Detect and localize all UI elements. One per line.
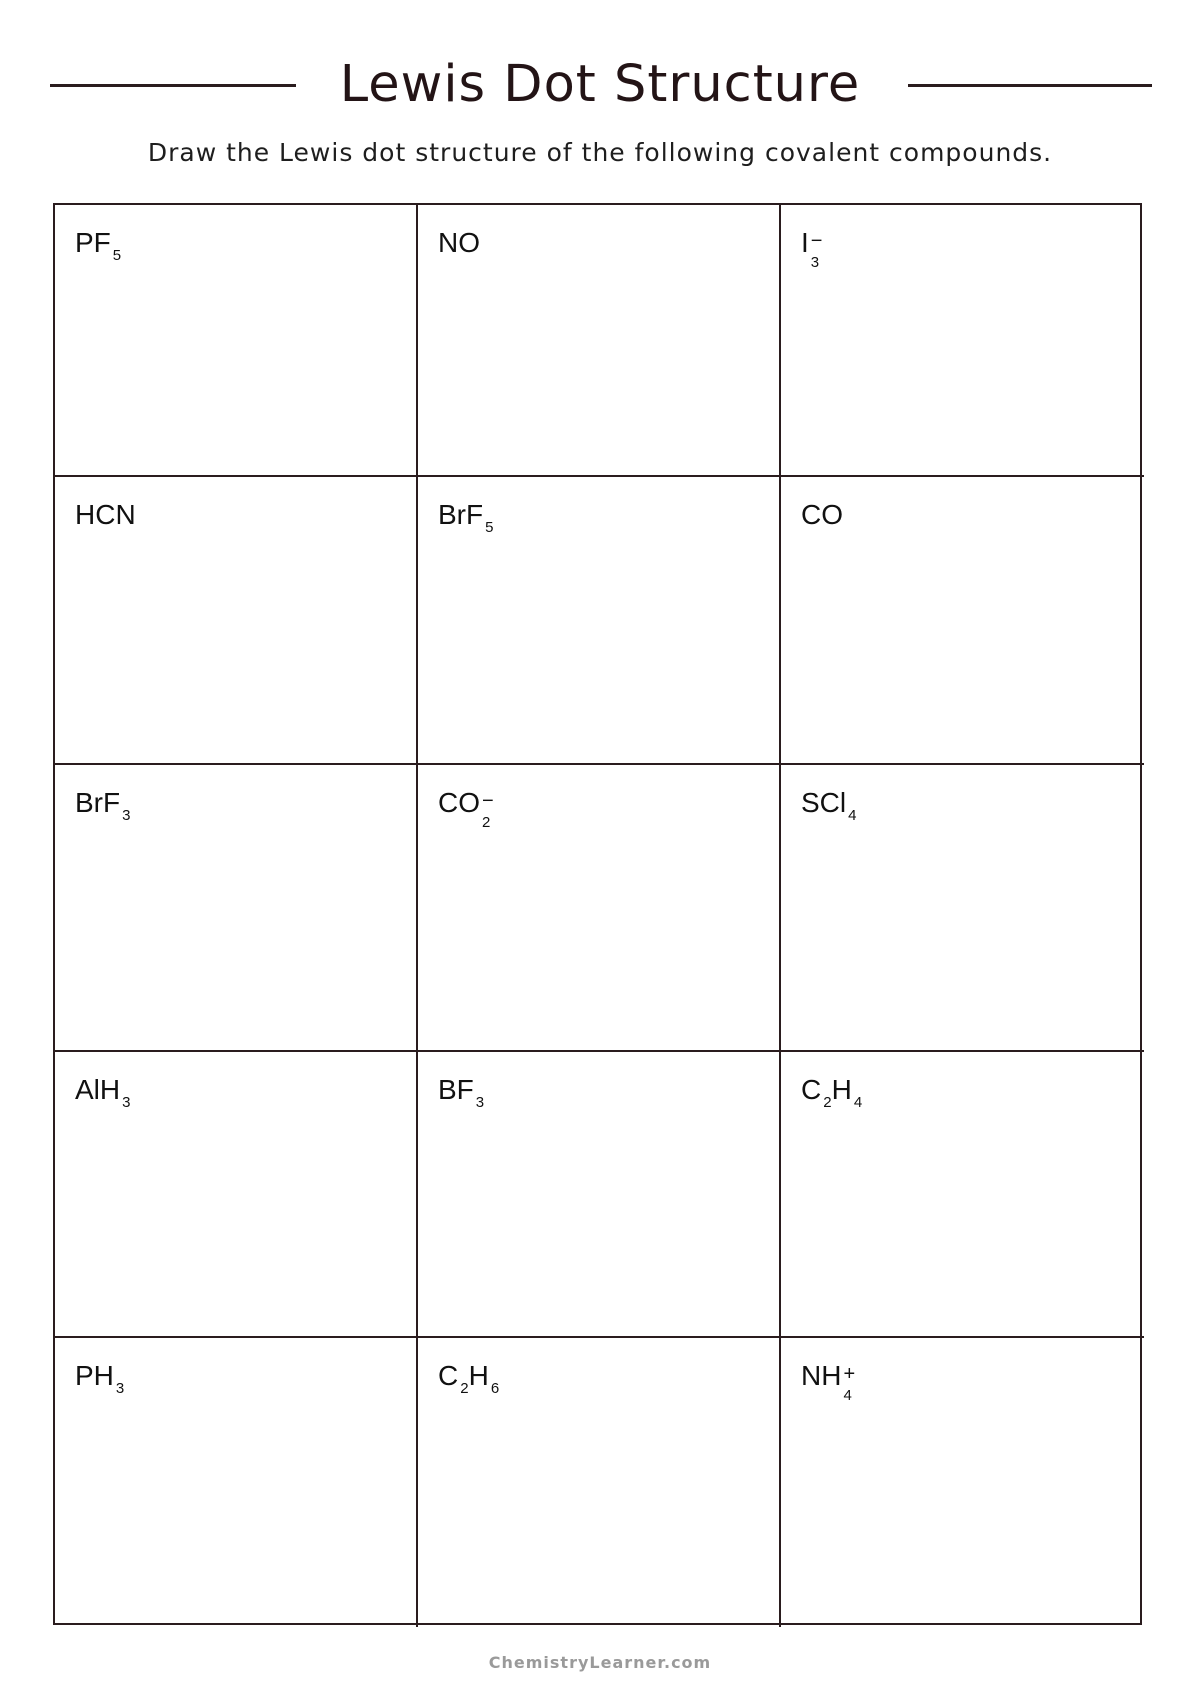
compound-label: HCN — [75, 499, 136, 530]
answer-cell[interactable] — [418, 1338, 781, 1627]
compound-label: C $_2$H $_4$ — [801, 1074, 863, 1111]
answer-cell[interactable] — [55, 765, 418, 1052]
compound-label: BF $_3$ — [438, 1074, 485, 1111]
instructions: Draw the Lewis dot structure of the following covalent compounds. — [147, 138, 1053, 167]
compound-label: BrF $_5$ — [438, 499, 494, 536]
compound-label: C $_2$H $_6$ — [438, 1360, 500, 1397]
title-row — [0, 50, 1200, 120]
compound-label: CO − 2 — [438, 787, 494, 831]
compound-label: I − 3 — [801, 227, 823, 271]
answer-cell[interactable] — [418, 1052, 781, 1338]
compound-label: NH + 4 — [801, 1360, 856, 1404]
title-divider-right — [908, 84, 1152, 87]
answer-cell[interactable] — [781, 1052, 1144, 1338]
answer-cell[interactable] — [55, 477, 418, 765]
answer-cell[interactable] — [781, 477, 1144, 765]
compound-label: PF $_5$ — [75, 227, 122, 264]
answer-cell[interactable] — [418, 205, 781, 477]
compound-label: NO — [438, 227, 480, 258]
answer-cell[interactable] — [55, 1338, 418, 1627]
answer-cell[interactable] — [781, 1338, 1144, 1627]
page-title: Lewis Dot Structure — [339, 55, 861, 114]
compound-label: AlH $_3$ — [75, 1074, 131, 1111]
answer-cell[interactable] — [418, 477, 781, 765]
answer-cell[interactable] — [781, 765, 1144, 1052]
answer-cell[interactable] — [781, 205, 1144, 477]
answer-cell[interactable] — [418, 765, 781, 1052]
compound-label: SCl $_4$ — [801, 787, 857, 824]
answer-cell[interactable] — [55, 205, 418, 477]
footer-brand: ChemistryLearner.com — [488, 1653, 712, 1672]
compound-label: PH $_3$ — [75, 1360, 125, 1397]
compound-label: CO — [801, 499, 843, 530]
worksheet-grid — [53, 203, 1142, 1625]
answer-cell[interactable] — [55, 1052, 418, 1338]
compound-label: BrF $_3$ — [75, 787, 131, 824]
